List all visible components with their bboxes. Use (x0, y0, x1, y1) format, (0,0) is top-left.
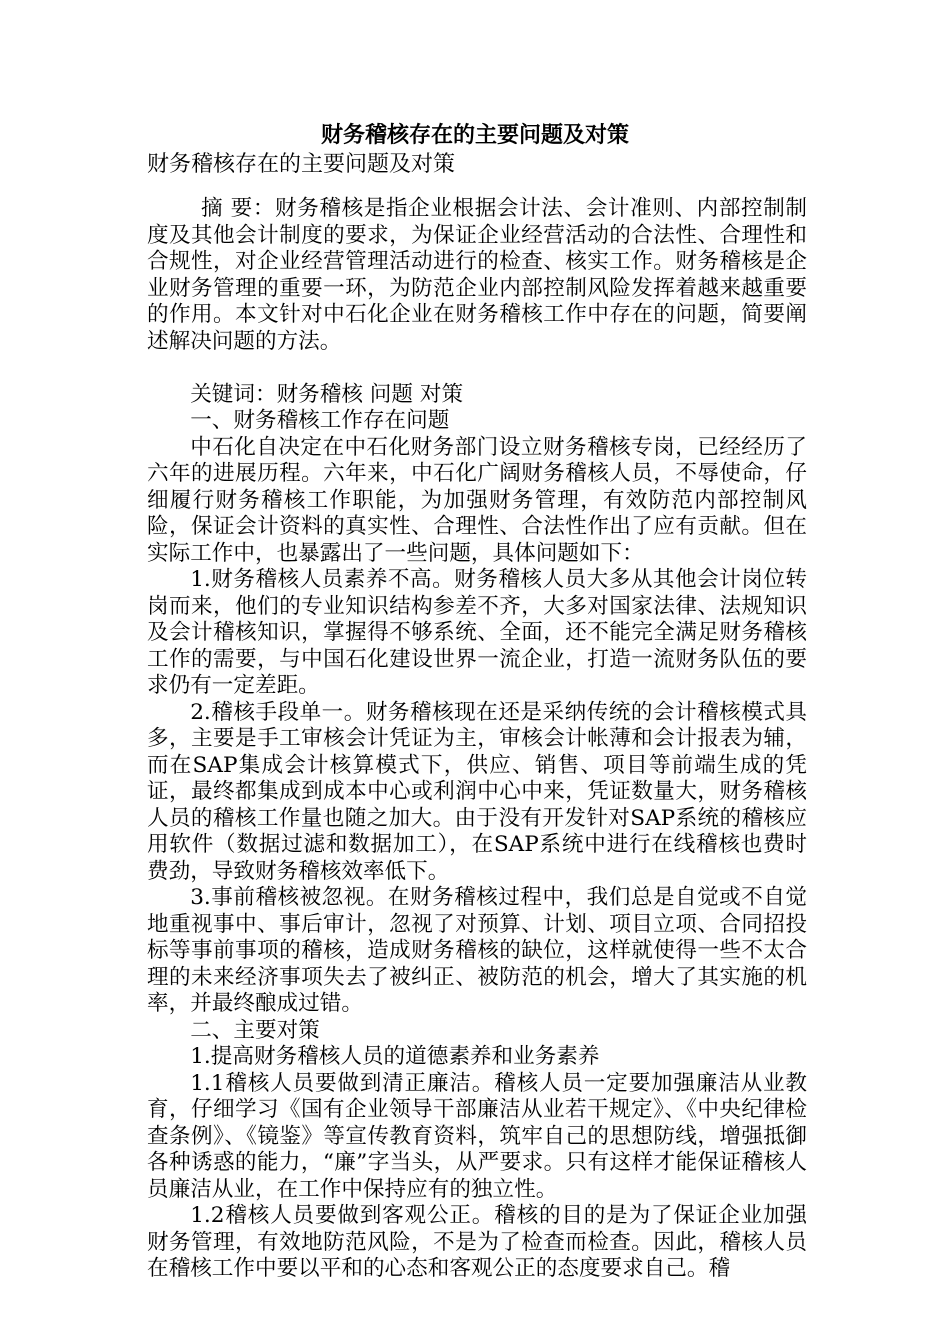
blank-line (147, 355, 807, 382)
document-subtitle: 财务稽核存在的主要问题及对策 (147, 152, 456, 177)
body-paragraph: 3.事前稽核被忽视。在财务稽核过程中，我们总是自觉或不自觉地重视事中、事后审计，忽视了对预算、计划、项目立项、合同招投标等事前事项的稽核，造成财务稽核的缺位，这样就使得一些不太合理的未来经济事项失去了被纠正、被防范的机会，增大了其实施的机率，并最终酿成过错。 (147, 885, 807, 1016)
document-body (147, 196, 807, 1283)
keywords-line: 关键词：财务稽核 问题 对策 (190, 381, 464, 407)
body-paragraph: 1.2稽核人员要做到客观公正。稽核的目的是为了保证企业加强财务管理，有效地防范风险，不是为了检查而检查。因此，稽核人员在稽核工作中要以平和的心态和客观公正的态度要求自己。稽 (147, 1203, 807, 1281)
abstract-paragraph: 摘 要：财务稽核是指企业根据会计法、会计准则、内部控制制度及其他会计制度的要求，为保证企业经营活动的合法性、合理性和合规性，对企业经营管理活动进行的检查、核实工作。财务稽核是企业财务管理的重要一环，为防范企业内部控制风险发挥着越来越重要的作用。本文针对中石化企业在财务稽核工作中存在的问题，简要阐述解决问题的方法。 (147, 196, 807, 354)
body-paragraph: 1.1稽核人员要做到清正廉洁。稽核人员一定要加强廉洁从业教育，仔细学习《国有企业领导干部廉洁从业若干规定》、《中央纪律检查条例》、《镜鉴》等宣传教育资料，筑牢自己的思想防线，增强抵御各种诱惑的能力，“廉”字当头，从严要求。只有这样才能保证稽核人员廉洁从业，在工作中保持应有的独立性。 (147, 1070, 807, 1202)
body-paragraph: 中石化自决定在中石化财务部门设立财务稽核专岗，已经经历了六年的进展历程。六年来，中石化广阔财务稽核人员，不辱使命，仔细履行财务稽核工作职能，为加强财务管理，有效防范内部控制风险，保证会计资料的真实性、合理性、合法性作出了应有贡献。但在实际工作中，也暴露出了一些问题，具体问题如下： (147, 434, 807, 566)
section-heading: 二、主要对策 (190, 1017, 320, 1043)
section-heading: 一、财务稽核工作存在问题 (190, 408, 450, 433)
body-paragraph: 2.稽核手段单一。财务稽核现在还是采纳传统的会计稽核模式具多，主要是手工审核会计凭证为主，审核会计帐薄和会计报表为辅，而在SAP集成会计核算模式下，供应、销售、项目等前端生成的凭证，最终都集成到成本中心或利润中心中来，凭证数量大，财务稽核人员的稽核工作量也随之加大。由于没有开发针对SAP系统的稽核应用软件（数据过滤和数据加工），在SAP系统中进行在线稽核也费时费劲，导致财务稽核效率低下。 (147, 699, 807, 884)
subsection-heading: 1.提高财务稽核人员的道德素养和业务素养 (190, 1044, 600, 1069)
body-paragraph: 1.财务稽核人员素养不高。财务稽核人员大多从其他会计岗位转岗而来，他们的专业知识结构参差不齐，大多对国家法律、法规知识及会计稽核知识，掌握得不够系统、全面，还不能完全满足财务稽核工作的需要，与中国石化建设世界一流企业，打造一流财务队伍的要求仍有一定差距。 (147, 567, 807, 698)
document-title: 财务稽核存在的主要问题及对策 (320, 123, 629, 148)
